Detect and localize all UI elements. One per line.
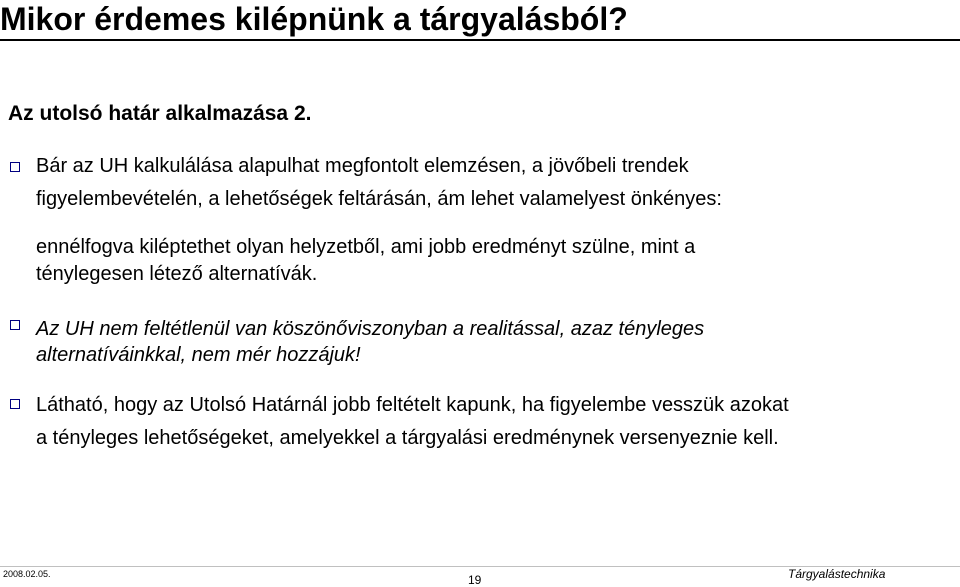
footer-course-title: Tárgyalástechnika (788, 567, 886, 581)
bullet-2-line-2: alternatíváinkkal, nem mér hozzájuk! (36, 344, 361, 366)
page-number: 19 (468, 573, 482, 587)
bullet-1-line-3: ennélfogva kiléptethet olyan helyzetből, ami jobb eredményt szülne, mint a (36, 236, 696, 258)
bullet-square-icon (10, 320, 20, 330)
bullet-2-line-1: Az UH nem feltétlenül van köszönőviszonyban a realitással, azaz tényleges (36, 318, 705, 340)
slide-subtitle: Az utolsó határ alkalmazása 2. (8, 102, 312, 125)
footer-date: 2008.02.05. (3, 569, 51, 579)
bullet-1-line-4: ténylegesen létező alternatívák. (36, 263, 318, 285)
bullet-1-line-1: Bár az UH kalkulálása alapulhat megfontolt elemzésen, a jövőbeli trendek (36, 155, 689, 177)
bullet-1-line-2: figyelembevételén, a lehetőségek feltárásán, ám lehet valamelyest önkényes: (36, 188, 722, 210)
bullet-square-icon (10, 399, 20, 409)
slide-title: Mikor érdemes kilépnünk a tárgyalásból? (0, 1, 628, 37)
bullet-3-line-2: a tényleges lehetőségeket, amelyekkel a tárgyalási eredménynek versenyeznie kell. (36, 427, 779, 449)
bullet-square-icon (10, 162, 20, 172)
title-divider (0, 39, 960, 41)
bullet-3-line-1: Látható, hogy az Utolsó Határnál jobb feltételt kapunk, ha figyelembe vesszük azokat (36, 394, 789, 416)
